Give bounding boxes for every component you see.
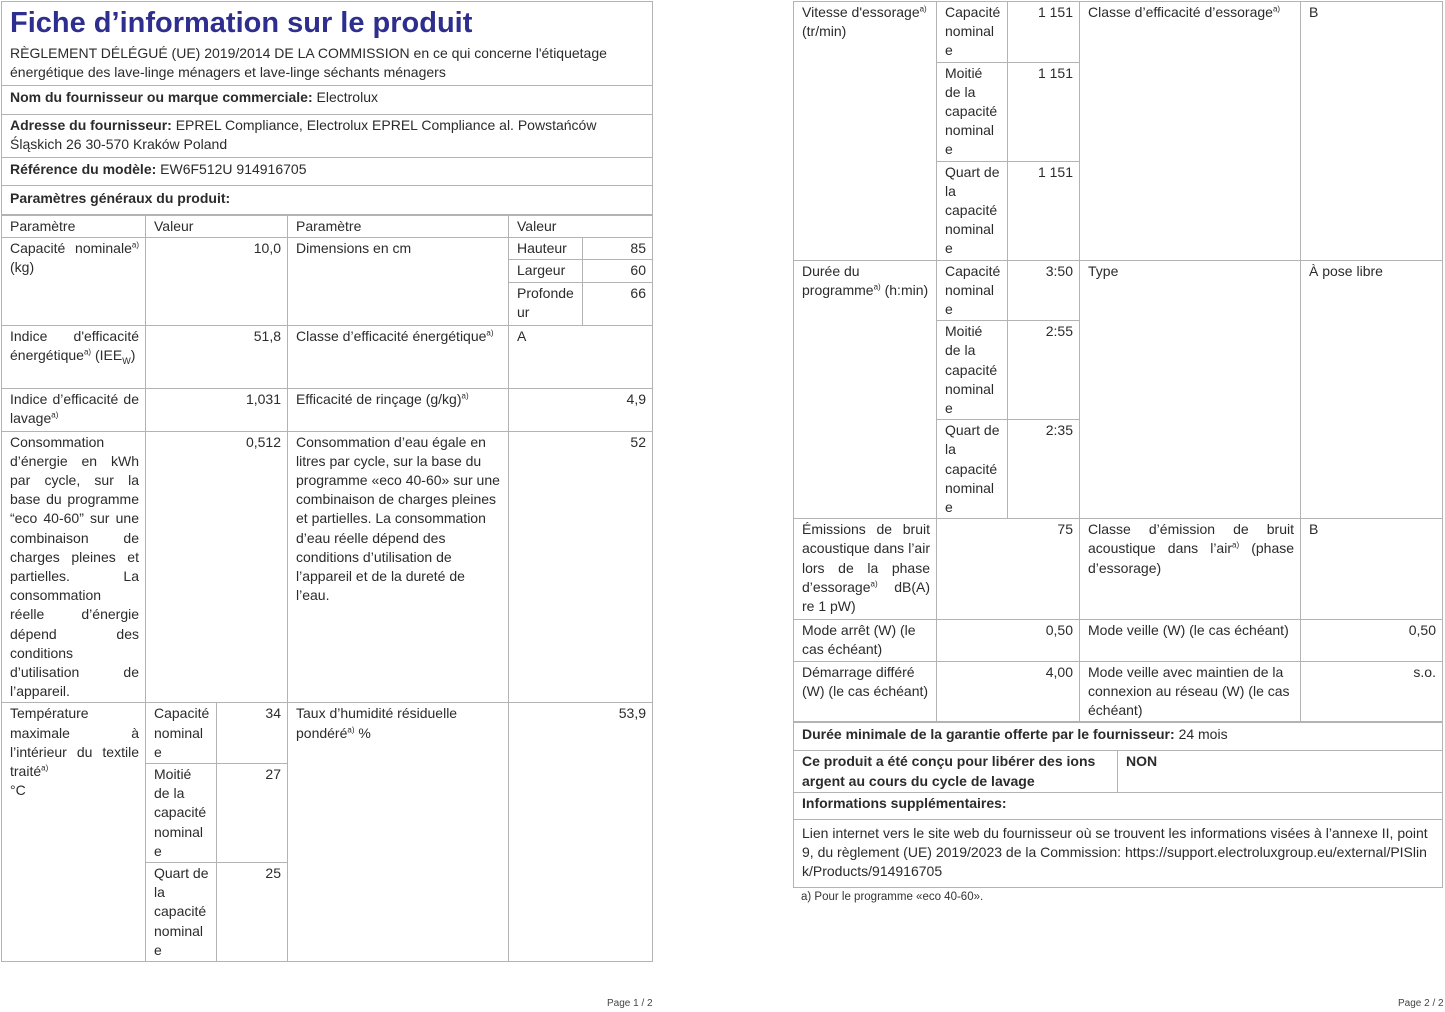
dur-quarter-label: Quart de la capacité nominale — [937, 420, 1008, 519]
silver-ions-value: NON — [1118, 751, 1443, 792]
type-value: À pose libre — [1301, 260, 1443, 519]
noise-value: 75 — [937, 519, 1080, 620]
model-row — [2, 158, 653, 186]
eei-sub: W — [122, 355, 131, 366]
footnote-marker: a) — [1272, 4, 1281, 14]
wash-index-value: 1,031 — [146, 388, 288, 431]
supplier-address-row — [2, 115, 653, 158]
standby-value: 0,50 — [1301, 620, 1443, 661]
capacity-label: Capacité nominale — [10, 240, 132, 257]
eei-label-cell: Indice d'efficacité énergétique$^{a)}$ $(IEE_W)$ — [2, 325, 146, 388]
width-value: 60 — [583, 260, 653, 282]
noise-label: Émissions de bruit acoustique dans l’air lors de la phase d’essorage — [802, 521, 930, 595]
footnote-marker: a) — [1232, 540, 1240, 550]
dur-full-value: 3:50 — [1008, 260, 1080, 321]
page-1 — [1, 1, 652, 962]
water-consumption-label: Consommation d’eau égale en litres par cycle, sur la base du programme «eco 40-60» sur une combinaison de charges pleines et partielles. La consommation d’eau réelle dépend des conditions d’utilisation de l’appareil et de la dureté de l’eau. — [288, 431, 509, 703]
noise-class-phase: (phase d’essorage) — [1088, 540, 1295, 576]
height-value: 85 — [583, 238, 653, 260]
model-value: EW6F512U 914916705 — [160, 161, 307, 177]
silver-ions-label: Ce produit a été conçu pour libérer des ions argent au cours du cycle de lavage — [794, 751, 1118, 792]
page-1-params-table — [1, 215, 653, 962]
network-standby-label: Mode veille avec maintien de la connexion au réseau (W) (le cas échéant) — [1080, 661, 1301, 722]
spin-label: Vitesse d'essorage — [802, 4, 920, 20]
width-label: Largeur — [509, 260, 583, 282]
dur-half-label: Moitié de la capacité nominale — [937, 321, 1008, 420]
supplier-address-value: EPREL Compliance, Electrolux EPREL Compliance al. Powstańców Śląskich 26 30-570 Kraków Poland — [10, 117, 597, 153]
page-2 — [793, 1, 1442, 903]
energy-class-label: Classe d’efficacité énergétique — [296, 327, 487, 344]
spin-label-cell — [794, 2, 937, 261]
network-standby-value: s.o. — [1301, 661, 1443, 722]
moisture-unit: % — [358, 724, 371, 741]
dur-half-value: 2:55 — [1008, 321, 1080, 420]
rinse-label-cell — [288, 388, 509, 431]
spin-half-value: 1 151 — [1008, 62, 1080, 161]
eei-abbr: (IEE — [94, 346, 123, 363]
extra-info-text: Lien internet vers le site web du fournisseur où se trouvent les informations visées à l’annexe II, point 9, du règlement (UE) 2019/2023 de la Commission: — [802, 824, 1428, 860]
moisture-label: Taux d’humidité résiduelle pondéré — [296, 705, 458, 741]
rinse-label: Efficacité de rinçage (g/kg) — [296, 390, 462, 407]
dur-quarter-value: 2:35 — [1008, 420, 1080, 519]
water-consumption-value: 52 — [509, 431, 653, 703]
energy-consumption-label: Consommation d’énergie en kWh par cycle, sur la base du programme “eco 40-60” sur une combinaison de charges pleines et partielles. La consommation réelle d’énergie dépend des conditions d’utilisation de l’appareil. — [2, 431, 146, 703]
temp-half-label: Moitié de la capacité nominale — [146, 764, 217, 863]
spin-class-value: B — [1301, 2, 1443, 261]
col-header-param-2: Paramètre — [288, 216, 509, 238]
regulation-text: RÈGLEMENT DÉLÉGUÉ (UE) 2019/2014 DE LA COMMISSION en ce qui concerne l'étiquetage énergétique des lave-linge ménagers et lave-linge séchants ménagers — [2, 43, 653, 86]
footnote: a) Pour le programme «eco 40-60». — [801, 890, 984, 903]
off-mode-value: 0,50 — [937, 620, 1080, 661]
capacity-label-cell — [2, 238, 146, 325]
temp-full-value: 34 — [217, 703, 288, 764]
temp-half-value: 27 — [217, 764, 288, 863]
capacity-unit: (kg) — [10, 259, 35, 276]
eei-label: Indice d'efficacité énergétique — [10, 327, 139, 363]
supplier-url: https://support.electroluxgroup.eu/external/PISlink/Products/914916705 — [802, 843, 1427, 880]
supplier-address-label: Adresse du fournisseur: — [10, 117, 172, 133]
warranty-row — [794, 723, 1443, 751]
delay-start-value: 4,00 — [937, 661, 1080, 722]
page-2-number: Page 2 / 2 — [1398, 998, 1444, 1009]
delay-start-label: Démarrage différé (W) (le cas échéant) — [794, 661, 937, 722]
dur-full-label: Capacité nominale — [937, 260, 1008, 321]
spin-full-value: 1 151 — [1008, 2, 1080, 63]
page-1-number: Page 1 / 2 — [607, 998, 653, 1009]
col-header-value: Valeur — [146, 216, 288, 238]
moisture-label-cell — [288, 703, 509, 962]
temp-quarter-value: 25 — [217, 863, 288, 962]
footnote-marker: a) — [83, 347, 92, 357]
spin-class-label: Classe d’efficacité d’essorage — [1088, 4, 1273, 20]
warranty-value: 24 mois — [1178, 726, 1228, 743]
off-mode-label: Mode arrêt (W) (le cas échéant) — [794, 620, 937, 661]
depth-value: 66 — [583, 282, 653, 325]
spin-unit: (tr/min) — [802, 23, 847, 40]
footnote-marker: a) — [347, 725, 355, 734]
extra-info-heading: Informations supplémentaires: — [794, 792, 1443, 819]
dimensions-label: Dimensions en cm — [288, 238, 509, 325]
footnote-marker: a) — [41, 763, 49, 773]
wash-index-label-cell — [2, 388, 146, 431]
footnote-marker: a) — [51, 410, 59, 420]
footnote-marker: a) — [919, 4, 927, 14]
col-header-param: Paramètre — [2, 216, 146, 238]
general-params-heading: Paramètres généraux du produit: — [2, 186, 653, 215]
temperature-unit: °C — [10, 782, 26, 799]
spin-half-label: Moitié de la capacité nominale — [937, 62, 1008, 161]
page-title: Fiche d’information sur le produit — [2, 2, 653, 44]
temperature-label-cell — [2, 703, 146, 962]
page-1-header-table — [1, 1, 653, 215]
eei-value: 51,8 — [146, 325, 288, 388]
energy-consumption-value: 0,512 — [146, 431, 288, 703]
spin-full-label: Capacité nominale — [937, 2, 1008, 63]
noise-class-value: B — [1301, 519, 1443, 620]
temperature-label: Température maximale à l’intérieur du textile traité — [10, 705, 139, 780]
extra-info-row — [794, 819, 1443, 887]
capacity-value: 10,0 — [146, 238, 288, 325]
duration-label: Durée du programme — [802, 262, 874, 298]
duration-label-cell — [794, 260, 937, 519]
supplier-name-label: Nom du fournisseur ou marque commerciale: — [10, 89, 313, 105]
col-header-value-2: Valeur — [509, 216, 653, 238]
energy-class-value: A — [509, 325, 653, 388]
noise-unit: dB(A) re 1 pW) — [802, 578, 930, 615]
spin-quarter-value: 1 151 — [1008, 161, 1080, 260]
depth-label: Profondeur — [509, 282, 583, 325]
warranty-label: Durée minimale de la garantie offerte par le fournisseur: — [802, 726, 1175, 743]
page-2-params-table — [793, 1, 1443, 722]
footnote-marker: a) — [461, 390, 469, 400]
temp-full-label: Capacité nominale — [146, 703, 217, 764]
wash-index-label: Indice d’efficacité de lavage — [10, 390, 139, 426]
column-header-row — [2, 216, 653, 238]
moisture-value: 53,9 — [509, 703, 653, 962]
rinse-value: 4,9 — [509, 388, 653, 431]
noise-class-label: Classe d’émission de bruit acoustique dans l’air — [1088, 521, 1294, 557]
footnote-marker: a) — [486, 327, 494, 337]
noise-class-label-cell — [1080, 519, 1301, 620]
supplier-name-value: Electrolux — [316, 89, 378, 105]
footnote-marker: a) — [873, 282, 881, 292]
height-label: Hauteur — [509, 238, 583, 260]
spin-class-label-cell — [1080, 2, 1301, 261]
model-label: Référence du modèle: — [10, 161, 157, 177]
page-2-info-table — [793, 722, 1443, 887]
type-label: Type — [1080, 260, 1301, 519]
temp-quarter-label: Quart de la capacité nominale — [146, 863, 217, 962]
noise-label-cell — [794, 519, 937, 620]
footnote-marker: a) — [131, 240, 139, 250]
energy-class-label-cell — [288, 325, 509, 388]
supplier-name-row — [2, 86, 653, 115]
standby-label: Mode veille (W) (le cas échéant) — [1080, 620, 1301, 661]
footnote-marker: a) — [870, 579, 878, 589]
spin-quarter-label: Quart de la capacité nominale — [937, 161, 1008, 260]
duration-unit: (h:min) — [884, 281, 929, 298]
